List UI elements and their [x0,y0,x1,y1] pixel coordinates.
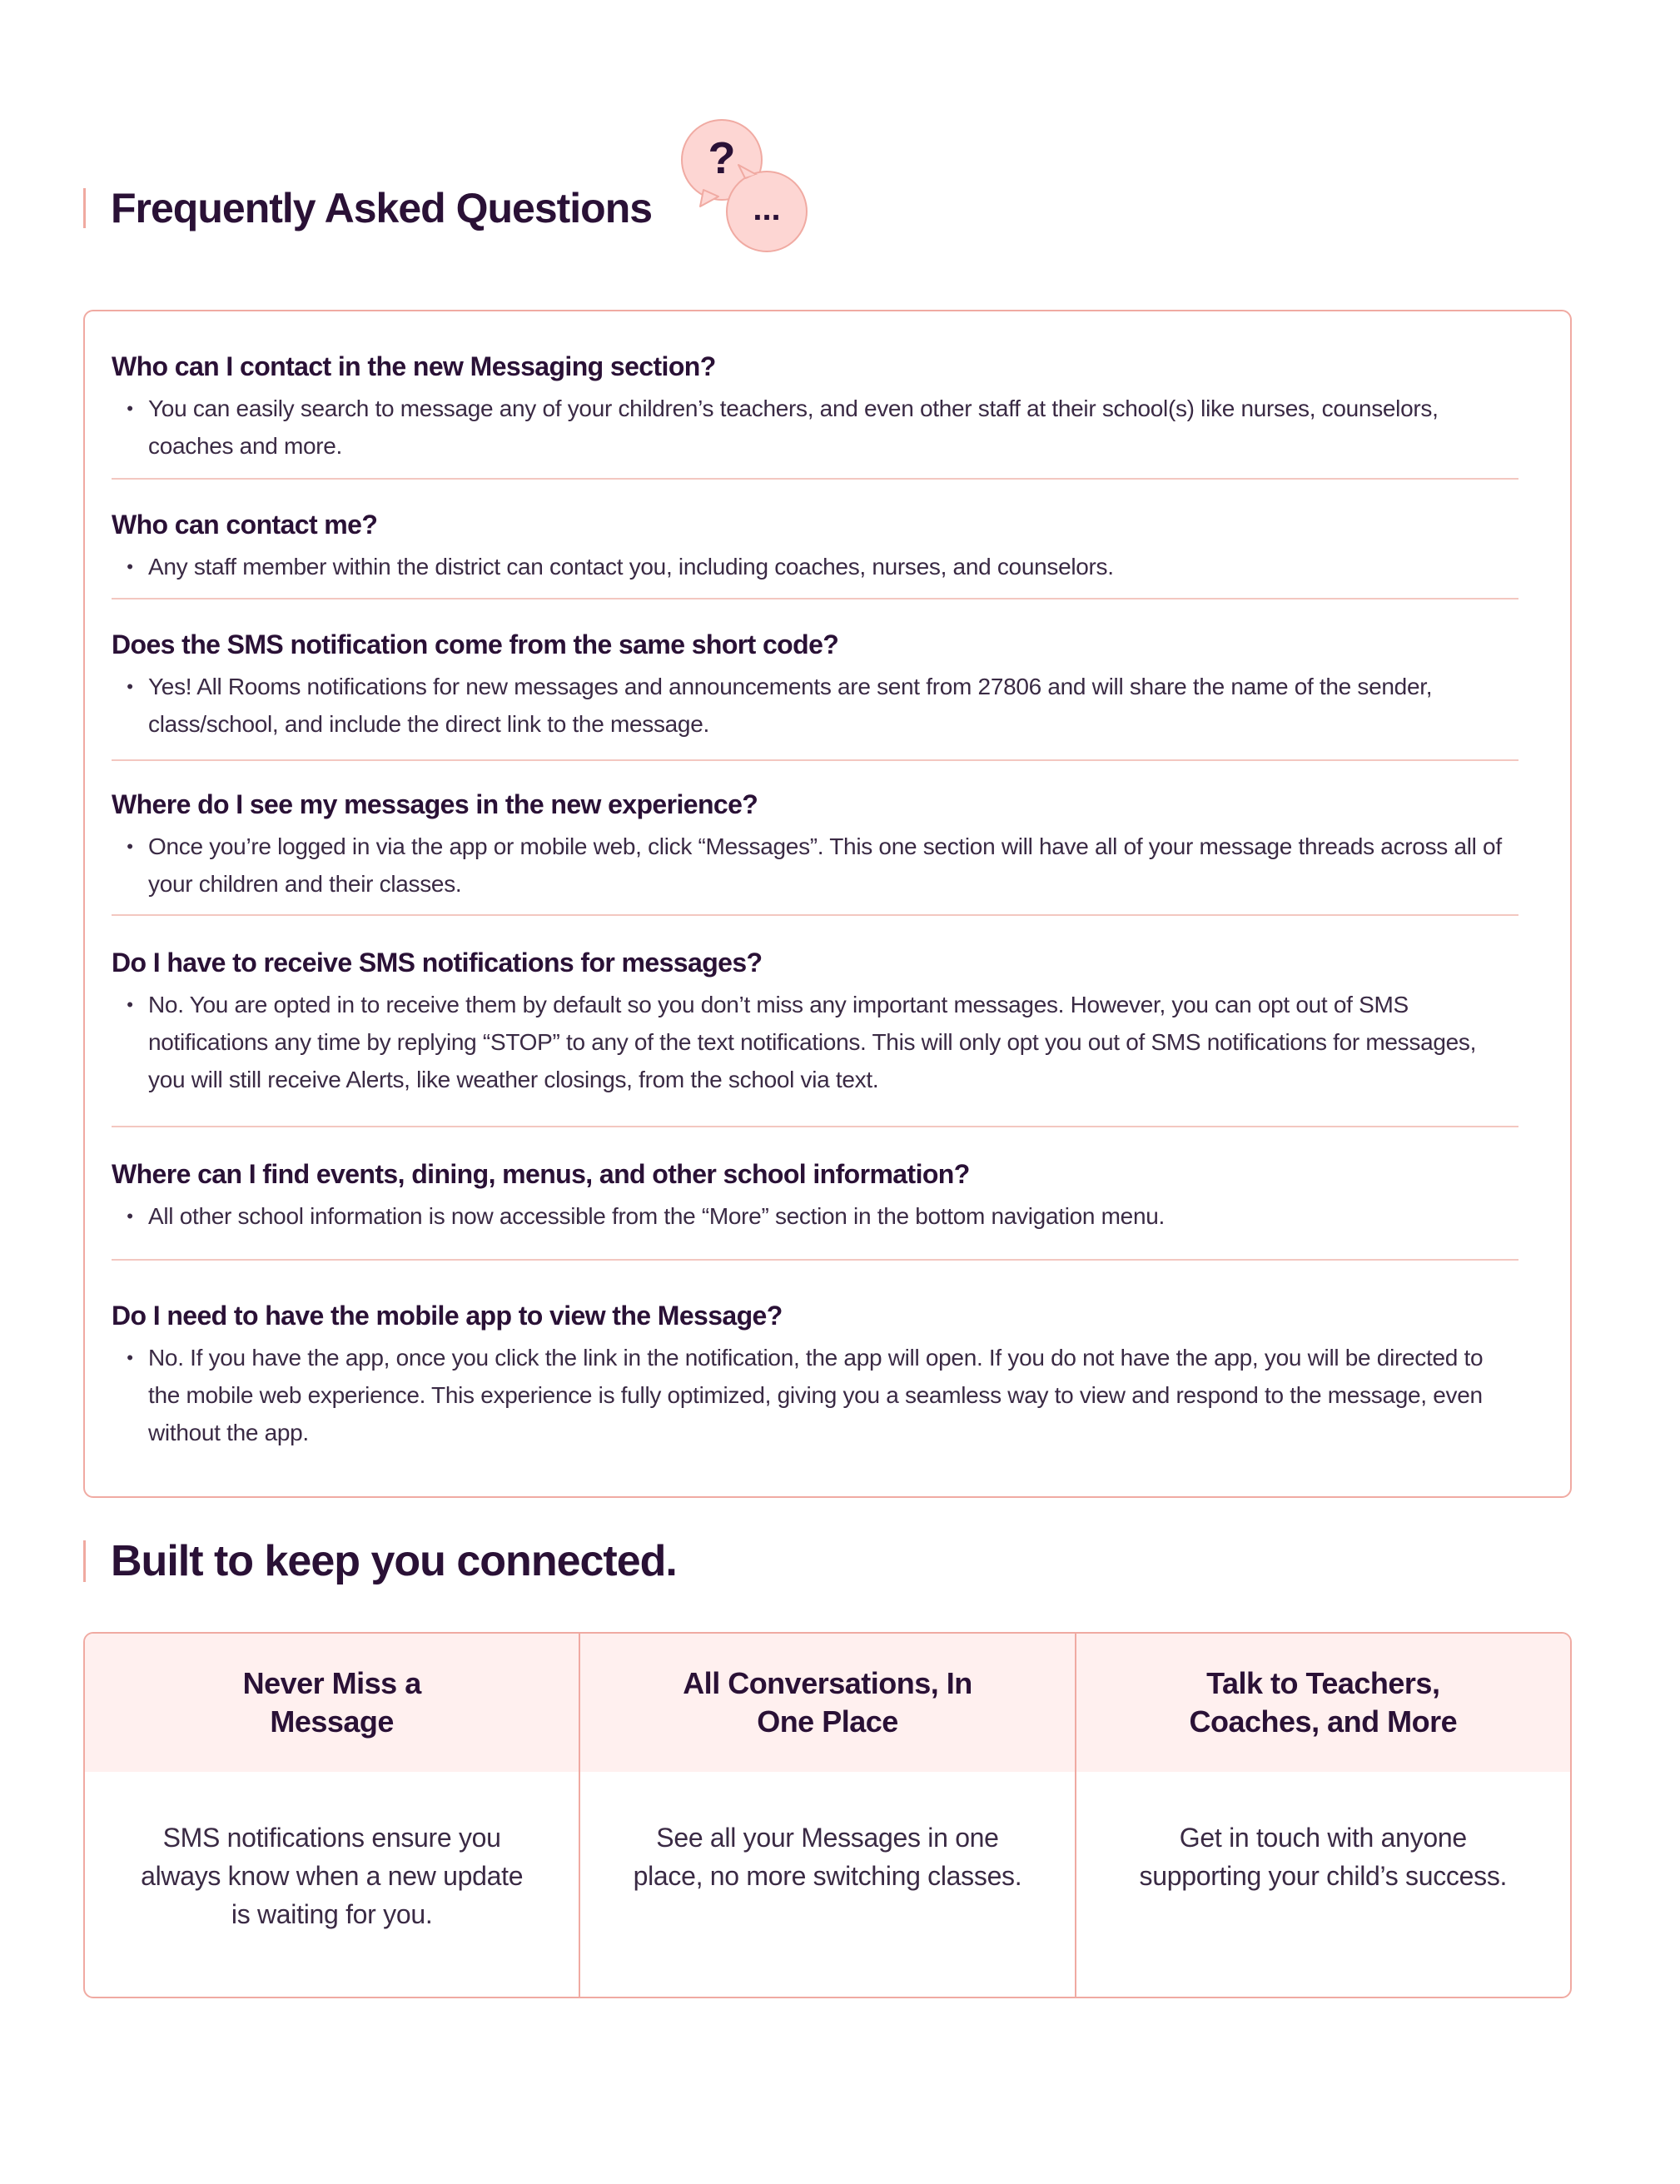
faq-answer-text: You can easily search to message any of your children’s teachers, and even other staff at their school(s) like nurses, counselors, coaches and more. [148,396,1439,459]
faq-answer-text: No. If you have the app, once you click the link in the notification, the app will open. If you do not have the app, you will be directed to the mobile web experience. This experience is fully optimized, giving you a seamless way to view and respond to the message, even without the app. [148,1345,1484,1445]
heading-accent-bar [83,1540,86,1582]
feature-card-title: Never Miss a Message [242,1666,421,1739]
ellipsis-glyph: ... [753,191,781,227]
faq-answer-text: All other school information is now accessible from the “More” section in the bottom navigation menu. [148,1203,1165,1229]
feature-card-header [580,1634,1074,1772]
faq-list [83,310,1572,1498]
faq-question: Does the SMS notification come from the same short code? [112,629,839,659]
faq-item [112,1297,1518,1451]
speech-bubbles-icon [678,117,812,258]
heading-accent-bar [83,188,86,228]
faq-question: Who can contact me? [112,510,378,540]
bullet-icon: • [127,994,133,1015]
faq-item [112,786,1518,903]
feature-card-header [1076,1634,1570,1772]
feature-card-body [85,1772,579,1933]
bullet-icon: • [127,398,133,419]
faq-divider [112,914,1518,916]
bullet-icon: • [127,556,133,577]
faq-item [112,1156,1518,1235]
feature-card [85,1634,580,1997]
faq-answer [112,390,1518,465]
bullet-icon: • [127,836,133,857]
page-title: Frequently Asked Questions [111,185,653,231]
feature-cards [83,1632,1572,1998]
feature-card-body [580,1772,1074,1895]
feature-card-text: See all your Messages in one place, no more switching classes. [633,1823,1022,1891]
faq-divider [112,1126,1518,1127]
connected-heading [83,1537,677,1585]
faq-question: Who can I contact in the new Messaging section? [112,351,716,381]
faq-heading [83,185,652,231]
feature-card [580,1634,1076,1997]
faq-divider [112,598,1518,599]
question-mark-glyph: ? [708,133,736,183]
faq-answer [112,1197,1518,1235]
feature-card-body [1076,1772,1570,1895]
faq-question: Where can I find events, dining, menus, and other school information? [112,1159,970,1189]
faq-divider [112,1259,1518,1261]
section-title: Built to keep you connected. [111,1537,677,1585]
faq-item [112,348,1518,465]
faq-answer-text: Yes! All Rooms notifications for new messages and announcements are sent from 27806 and will share the name of the sender, class/school, and include the direct link to the message. [148,674,1433,737]
bullet-icon: • [127,1347,133,1368]
bullet-icon: • [127,1206,133,1226]
faq-item [112,944,1518,1098]
faq-answer [112,548,1518,585]
faq-item [112,506,1518,585]
bullet-icon: • [127,676,133,697]
faq-item [112,626,1518,743]
feature-card-title: All Conversations, In One Place [683,1666,972,1739]
feature-card-header [85,1634,579,1772]
faq-divider [112,759,1518,761]
feature-card [1076,1634,1570,1997]
faq-answer [112,1339,1518,1451]
feature-card-text: Get in touch with anyone supporting your child’s success. [1139,1823,1508,1891]
faq-answer [112,828,1518,903]
faq-answer [112,668,1518,743]
faq-question: Do I need to have the mobile app to view the Message? [112,1301,783,1331]
faq-answer [112,986,1518,1098]
faq-answer-text: No. You are opted in to receive them by default so you don’t miss any important messages. However, you can opt out of SMS notifications any time by replying “STOP” to any of the text notifications. This will only opt you out of SMS notifications for messages, you will still receive Alerts, like weather closings, from the school via text. [148,992,1477,1092]
faq-question: Do I have to receive SMS notifications for messages? [112,948,763,978]
faq-answer-text: Once you’re logged in via the app or mobile web, click “Messages”. This one section will have all of your message threads across all of your children and their classes. [148,833,1502,897]
faq-question: Where do I see my messages in the new experience? [112,789,758,819]
faq-divider [112,478,1518,480]
feature-card-title: Talk to Teachers, Coaches, and More [1189,1666,1458,1739]
faq-answer-text: Any staff member within the district can contact you, including coaches, nurses, and counselors. [148,554,1114,580]
feature-card-text: SMS notifications ensure you always know when a new update is waiting for you. [141,1823,524,1929]
